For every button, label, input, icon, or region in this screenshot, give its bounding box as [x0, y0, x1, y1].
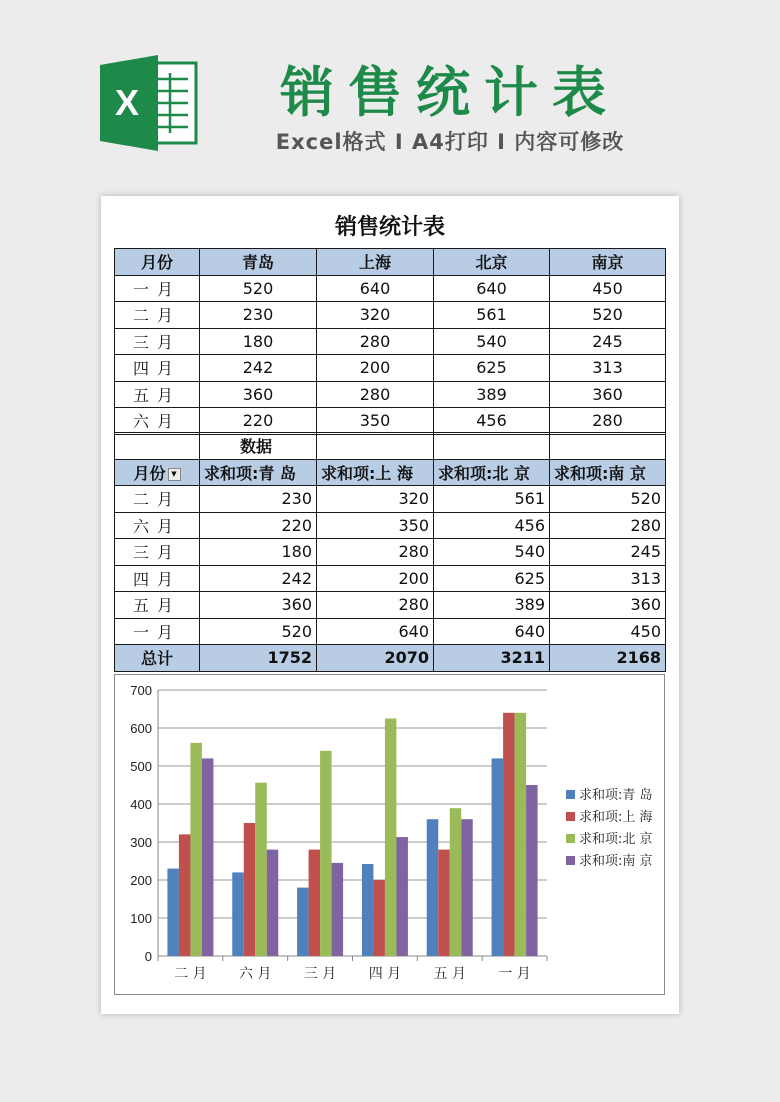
legend-label: 求和项:青 岛	[579, 788, 653, 803]
header-cell[interactable]: 上海	[317, 249, 434, 276]
month-cell[interactable]: 四月	[115, 355, 200, 382]
bar	[297, 888, 309, 956]
month-cell[interactable]: 二月	[115, 302, 200, 329]
y-tick-label: 0	[144, 949, 152, 964]
bar	[515, 713, 527, 956]
y-tick-label: 100	[130, 911, 152, 926]
logo-letter: X	[114, 82, 140, 123]
value-cell[interactable]: 561	[434, 302, 550, 329]
value-cell[interactable]: 242	[200, 565, 317, 592]
table-header-row	[115, 249, 666, 276]
total-cell[interactable]: 1752	[200, 645, 317, 672]
value-cell[interactable]: 640	[434, 618, 550, 645]
sales-table	[114, 248, 666, 435]
pivot-month-header-label: 月份	[133, 463, 166, 483]
month-cell[interactable]: 六月	[115, 408, 200, 435]
legend-swatch	[566, 856, 575, 865]
value-cell[interactable]: 350	[317, 512, 434, 539]
value-cell[interactable]: 640	[434, 275, 550, 302]
x-tick-label: 二 月	[174, 966, 207, 982]
month-cell[interactable]: 五月	[115, 381, 200, 408]
bar	[461, 819, 473, 956]
value-cell[interactable]: 220	[200, 408, 317, 435]
table-row	[115, 328, 666, 355]
y-tick-label: 200	[130, 873, 152, 888]
total-row	[115, 645, 666, 672]
legend-swatch	[566, 834, 575, 843]
table-row	[115, 618, 666, 645]
table-row	[115, 302, 666, 329]
y-tick-label: 500	[130, 759, 152, 774]
value-cell[interactable]: 540	[434, 328, 550, 355]
page-subtitle: Excel格式 I A4打印 I 内容可修改	[275, 130, 625, 154]
x-tick-label: 三 月	[303, 966, 337, 982]
value-cell[interactable]: 320	[317, 486, 434, 513]
bar	[202, 758, 214, 956]
value-cell[interactable]: 360	[550, 592, 666, 619]
legend-swatch	[566, 790, 575, 799]
excel-logo-icon	[100, 55, 200, 151]
chart-canvas	[115, 675, 664, 994]
value-cell[interactable]: 456	[434, 512, 550, 539]
value-cell[interactable]: 360	[550, 381, 666, 408]
value-cell[interactable]: 200	[317, 565, 434, 592]
bar	[492, 758, 504, 956]
value-cell[interactable]: 450	[550, 275, 666, 302]
bar	[373, 880, 385, 956]
banner	[0, 0, 780, 190]
table-row	[115, 512, 666, 539]
value-cell[interactable]: 220	[200, 512, 317, 539]
header-cell[interactable]: 求和项:南 京	[550, 459, 666, 486]
value-cell[interactable]: 389	[434, 381, 550, 408]
value-cell[interactable]: 640	[317, 275, 434, 302]
pivot-month-header[interactable]	[115, 459, 200, 486]
value-cell[interactable]: 360	[200, 381, 317, 408]
filter-dropdown-icon[interactable]: ▼	[168, 468, 181, 481]
table-row	[115, 355, 666, 382]
legend-label: 求和项:上 海	[579, 810, 653, 825]
header-cell[interactable]: 南京	[550, 249, 666, 276]
page-title: 销售统计表	[280, 61, 620, 124]
header-cell[interactable]: 北京	[434, 249, 550, 276]
value-cell[interactable]: 280	[550, 408, 666, 435]
value-cell[interactable]: 280	[317, 539, 434, 566]
value-cell[interactable]: 520	[200, 275, 317, 302]
value-cell[interactable]: 200	[317, 355, 434, 382]
value-cell[interactable]: 561	[434, 486, 550, 513]
value-cell[interactable]: 520	[550, 486, 666, 513]
value-cell[interactable]: 230	[200, 486, 317, 513]
value-cell[interactable]: 540	[434, 539, 550, 566]
month-cell[interactable]: 一月	[115, 618, 200, 645]
bar	[526, 785, 538, 956]
x-tick-label: 六 月	[239, 966, 272, 982]
table-row	[115, 592, 666, 619]
value-cell[interactable]: 280	[317, 592, 434, 619]
legend-swatch	[566, 812, 575, 821]
value-cell[interactable]: 389	[434, 592, 550, 619]
total-cell[interactable]: 2070	[317, 645, 434, 672]
bar	[427, 819, 439, 956]
bar	[438, 850, 450, 956]
table-row	[115, 486, 666, 513]
bar	[362, 864, 374, 956]
y-tick-label: 600	[130, 721, 152, 736]
value-cell[interactable]: 242	[200, 355, 317, 382]
table-row	[115, 539, 666, 566]
y-tick-label: 300	[130, 835, 152, 850]
value-cell[interactable]: 520	[200, 618, 317, 645]
bar	[267, 850, 279, 956]
value-cell[interactable]: 280	[317, 328, 434, 355]
value-cell[interactable]: 245	[550, 328, 666, 355]
value-cell[interactable]: 360	[200, 592, 317, 619]
value-cell[interactable]: 313	[550, 565, 666, 592]
bar	[190, 743, 202, 956]
value-cell[interactable]: 180	[200, 328, 317, 355]
legend-label: 求和项:南 京	[579, 854, 653, 869]
y-tick-label: 700	[130, 683, 152, 698]
pivot-data-label: 数据	[200, 433, 317, 460]
bar	[309, 850, 321, 956]
pivot-table	[114, 432, 666, 672]
pivot-header-row	[115, 459, 666, 486]
table-row	[115, 408, 666, 435]
bar	[255, 783, 267, 956]
month-cell[interactable]: 三月	[115, 328, 200, 355]
table-row	[115, 275, 666, 302]
month-cell[interactable]: 一月	[115, 275, 200, 302]
value-cell[interactable]: 350	[317, 408, 434, 435]
bar	[232, 872, 244, 956]
sheet-title: 销售统计表	[334, 215, 445, 240]
header-cell[interactable]: 月份	[115, 249, 200, 276]
value-cell[interactable]: 520	[550, 302, 666, 329]
table-row	[115, 565, 666, 592]
bar	[396, 837, 408, 956]
month-cell[interactable]: 四月	[115, 565, 200, 592]
month-cell[interactable]: 三月	[115, 539, 200, 566]
column-chart[interactable]	[114, 674, 665, 995]
value-cell[interactable]: 625	[434, 355, 550, 382]
value-cell[interactable]: 640	[317, 618, 434, 645]
month-cell[interactable]: 五月	[115, 592, 200, 619]
header-cell[interactable]: 青岛	[200, 249, 317, 276]
value-cell[interactable]: 280	[550, 512, 666, 539]
header-cell[interactable]: 求和项:青 岛	[200, 459, 317, 486]
value-cell[interactable]: 230	[200, 302, 317, 329]
bar	[332, 863, 344, 956]
header-cell[interactable]: 求和项:北 京	[434, 459, 550, 486]
value-cell[interactable]: 245	[550, 539, 666, 566]
spreadsheet-page	[101, 196, 679, 1014]
bar	[179, 834, 191, 956]
value-cell[interactable]: 180	[200, 539, 317, 566]
value-cell[interactable]: 313	[550, 355, 666, 382]
value-cell[interactable]: 320	[317, 302, 434, 329]
total-cell[interactable]: 2168	[550, 645, 666, 672]
value-cell[interactable]: 280	[317, 381, 434, 408]
value-cell[interactable]: 456	[434, 408, 550, 435]
bar	[320, 751, 332, 956]
header-cell[interactable]: 求和项:上 海	[317, 459, 434, 486]
value-cell[interactable]: 625	[434, 565, 550, 592]
bar	[167, 869, 179, 956]
y-tick-label: 400	[130, 797, 152, 812]
table-row	[115, 381, 666, 408]
pivot-data-label-row	[115, 433, 666, 460]
x-tick-label: 五 月	[433, 966, 466, 982]
x-tick-label: 四 月	[368, 966, 402, 982]
bar	[450, 808, 462, 956]
month-cell[interactable]: 二月	[115, 486, 200, 513]
value-cell[interactable]: 450	[550, 618, 666, 645]
total-cell[interactable]: 3211	[434, 645, 550, 672]
bar	[244, 823, 256, 956]
month-cell[interactable]: 六月	[115, 512, 200, 539]
legend-label: 求和项:北 京	[579, 832, 653, 847]
total-label[interactable]: 总计	[115, 645, 200, 672]
bar	[385, 719, 397, 957]
x-tick-label: 一 月	[498, 966, 531, 982]
bar	[503, 713, 515, 956]
